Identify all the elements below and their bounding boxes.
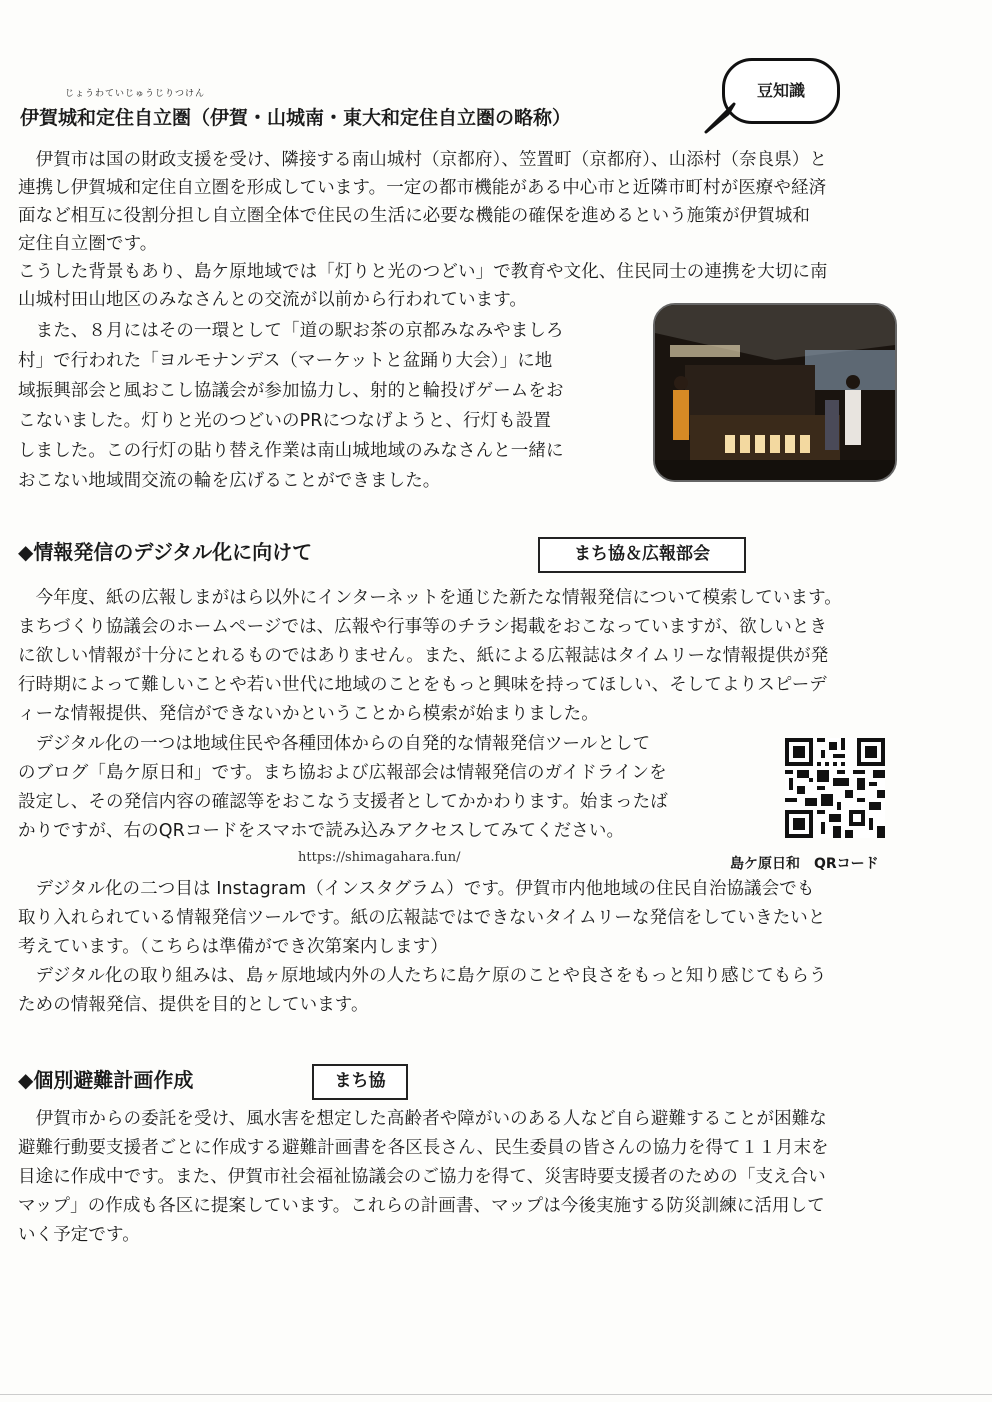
s1-line: こないました。灯りと光のつどいのPRにつなげようと、行灯も設置 [18,411,551,431]
s3-line: 伊賀市からの委託を受け、風水害を想定した高齢者や障がいのある人など自ら避難することが困難な [18,1109,827,1129]
s2c-line: 取り入れられている情報発信ツールです。紙の広報誌ではできないタイムリーな発信をしていきたいと [18,908,826,928]
section2-title: ◆情報発信のデジタル化に向けて [18,540,313,564]
s3-line: 目途に作成中です。また、伊賀市社会福祉協議会のご協力を得て、災害時要支援者のための「支え合い [18,1167,826,1187]
qr-code-icon[interactable] [785,738,885,838]
s1-line: おこない地域間交流の輪を広げることができました。 [18,471,441,491]
s2a-line: に欲しい情報が十分にとれるものではありません。また、紙による広報誌はタイムリーな情報提供が発 [18,646,829,666]
speech-tail-icon [700,100,740,136]
s2a-line: 今年度、紙の広報しまがはら以外にインターネットを通じた新たな情報発信について模索しています。 [18,588,842,608]
title-ruby: じょうわていじゅうじりつけん [65,89,206,99]
section3-title: ◆個別避難計画作成 [18,1068,194,1092]
s1-line: 村」で行われた「ヨルモナンデス（マーケットと盆踊り大会）」に地 [18,351,553,371]
qr-caption: 島ケ原日和 QRコード [730,856,879,872]
blog-url-link[interactable]: https://shimagahara.fun/ [298,850,461,865]
s2c-line: 考えています。（こちらは準備ができ次第案内します） [18,937,448,957]
event-photo [653,303,897,482]
s2a-line: 行時期によって難しいことや若い世代に地域のことをもっと興味を持ってほしい、そしてよりスピーデ [18,675,827,695]
trivia-badge-label: 豆知識 [756,81,805,100]
s2b-line: 設定し、その発信内容の確認等をおこなう支援者としてかかわります。始まったば [18,792,668,812]
section2-tag [538,537,746,573]
s2c-line: ための情報発信、提供を目的としています。 [18,995,369,1015]
s2b-line: かりですが、右のQRコードをスマホで読み込みアクセスしてみてください。 [18,821,625,841]
section3-tag-label: まち協 [334,1071,386,1091]
s1-line: 域振興部会と風おこし協議会が参加協力し、射的と輪投げゲームをお [18,381,564,401]
s3-line: 避難行動要支援者ごとに作成する避難計画書を各区長さん、民生委員の皆さんの協力を得て１１月末を [18,1138,829,1158]
s2c-line: デジタル化の取り組みは、島ヶ原地域内外の人たちに島ケ原のことや良さをもっと知り感じてもらう [18,966,827,986]
s1-line: 伊賀市は国の財政支援を受け、隣接する南山城村（京都府）、笠置町（京都府）、山添村（奈良県）と [18,150,827,170]
section1-title: 伊賀城和定住自立圏（伊賀・山城南・東大和定住自立圏の略称） [20,107,572,129]
s3-line: いく予定です。 [18,1225,140,1245]
section2-tag-label: まち協＆広報部会 [574,544,710,564]
s2a-line: ィーな情報提供、発信ができないかということから模索が始まりました。 [18,704,599,724]
s2a-line: まちづくり協議会のホームページでは、広報や行事等のチラシ掲載をおこなっていますが、欲しいとき [18,617,828,637]
s2b-line: のブログ「島ケ原日和」です。まち協および広報部会は情報発信のガイドラインを [18,763,667,783]
s3-line: マップ」の作成も各区に提案しています。これらの計画書、マップは今後実施する防災訓練に活用して [18,1196,825,1216]
section3-tag [312,1064,408,1100]
s2b-line: デジタル化の一つは地域住民や各種団体からの自発的な情報発信ツールとして [18,734,651,754]
s1-line: 面など相互に役割分担し自立圏全体で住民の生活に必要な機能の確保を進めるという施策が伊賀城和 [18,206,810,226]
s1-line: 山城村田山地区のみなさんとの交流が以前から行われています。 [18,290,527,310]
s1-line: こうした背景もあり、島ケ原地域では「灯りと光のつどい」で教育や文化、住民同士の連携を大切に南 [18,262,828,282]
s1-line: しました。この行灯の貼り替え作業は南山城地域のみなさんと一緒に [18,441,564,461]
s1-line: 定住自立圏です。 [18,234,158,254]
s2c-line: デジタル化の二つ目は Instagram（インスタグラム）です。伊賀市内他地域の住民自治協議会でも [18,879,815,899]
page-bottom-rule [0,1394,992,1395]
s1-line: また、８月にはその一環として「道の駅お茶の京都みなみやましろ [18,321,564,341]
s1-line: 連携し伊賀城和定住自立圏を形成しています。一定の都市機能がある中心市と近隣市町村が医療や経済 [18,178,827,198]
